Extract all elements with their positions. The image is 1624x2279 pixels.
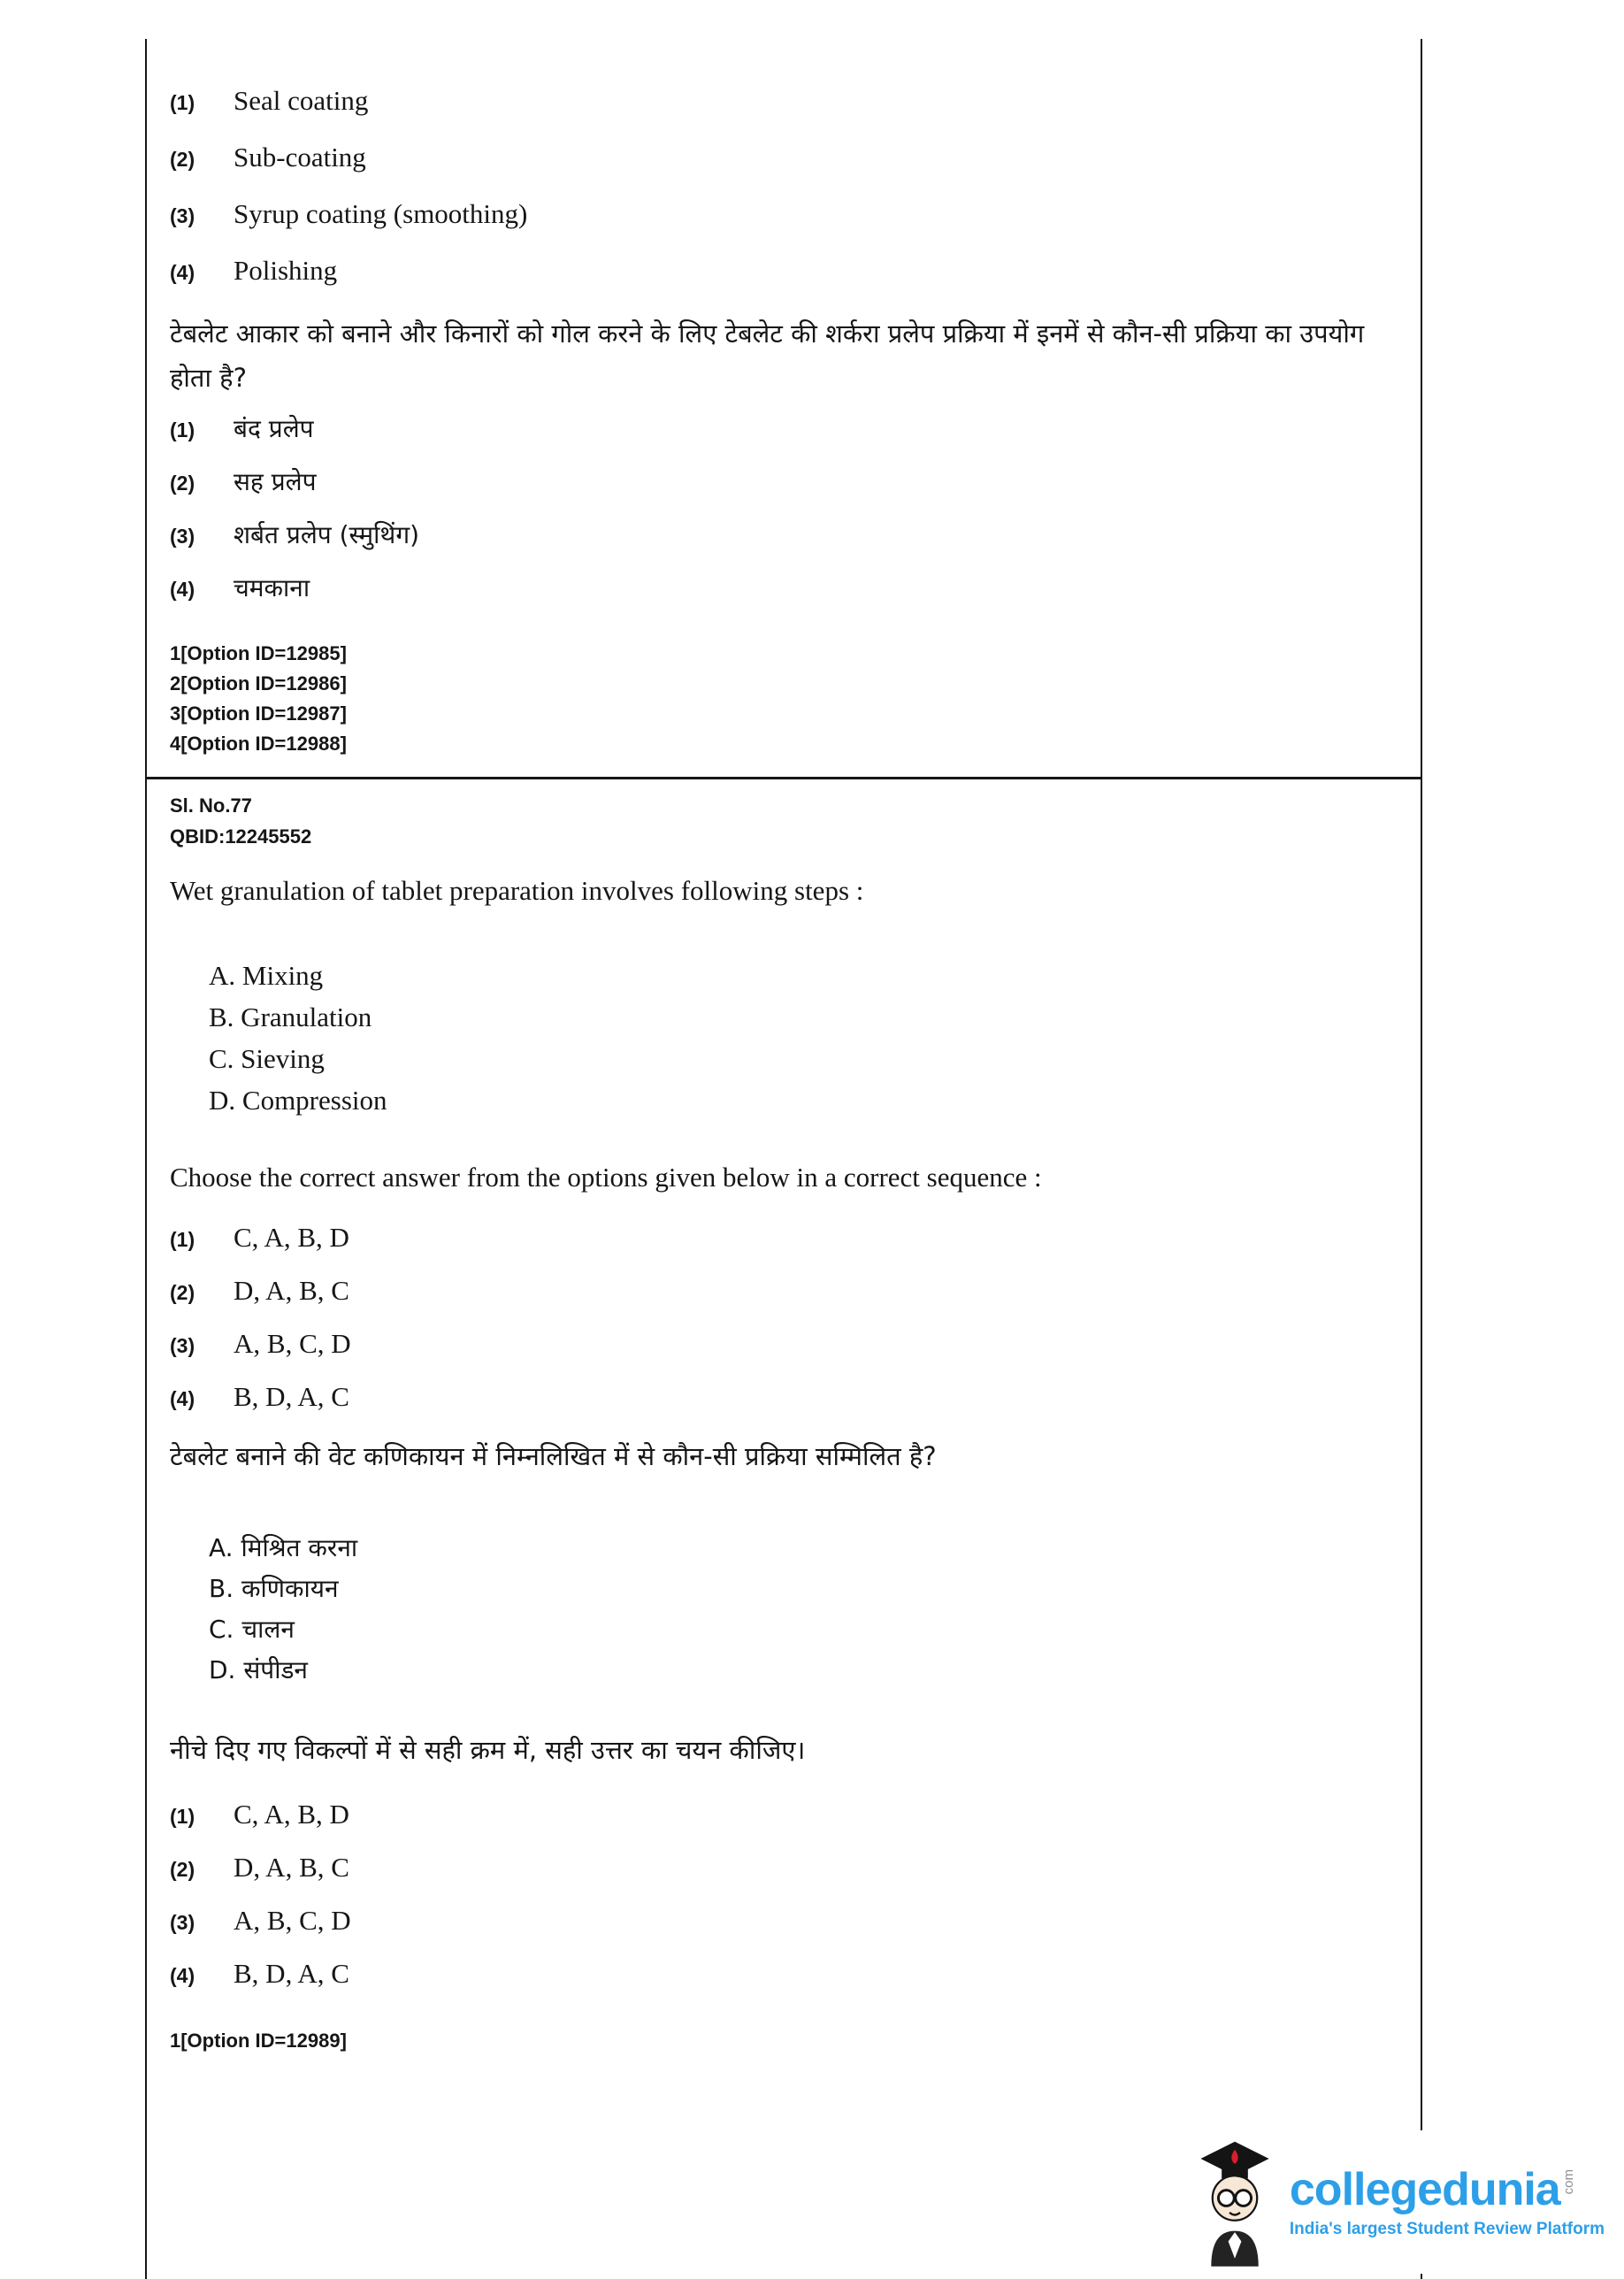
- option-text: चमकाना: [234, 573, 310, 602]
- option-number: (4): [170, 261, 195, 284]
- steps-list-english: [209, 955, 1389, 1121]
- option-text: Polishing: [234, 255, 338, 286]
- brand-tagline: India's largest Student Review Platform: [1289, 2219, 1605, 2238]
- brand-row: [1289, 2163, 1605, 2215]
- serial-number: Sl. No.77: [170, 794, 252, 817]
- option-number: (1): [170, 418, 195, 441]
- option-number: (4): [170, 578, 195, 601]
- step-hi-b: B. कणिकायन: [209, 1574, 339, 1603]
- option-row-en-1: [170, 85, 1389, 116]
- option-text: D, A, B, C: [234, 1852, 349, 1883]
- seq-option-row-3: [170, 1905, 1389, 1936]
- option-row-hi-2: [170, 467, 1389, 497]
- option-text: सह प्रलेप: [234, 467, 317, 496]
- option-text: बंद प्रलेप: [234, 414, 314, 443]
- option-text: B, D, A, C: [234, 1958, 349, 1989]
- step-hi-a: A. मिश्रित करना: [209, 1533, 358, 1562]
- step-en-a: A. Mixing: [209, 960, 324, 991]
- option-number: (2): [170, 472, 195, 495]
- option-number: (3): [170, 1334, 195, 1357]
- option-number: (4): [170, 1387, 195, 1410]
- option-id-list: [170, 639, 1389, 759]
- option-row-en-2: [170, 142, 1389, 173]
- seq-option-row-3: [170, 1328, 1389, 1359]
- option-id-line-3: 3[Option ID=12987]: [170, 702, 347, 725]
- option-text: C, A, B, D: [234, 1222, 349, 1253]
- option-number: (3): [170, 525, 195, 548]
- option-number: (1): [170, 91, 195, 114]
- collegedunia-logo: [1184, 2130, 1610, 2274]
- option-row-hi-1: [170, 414, 1389, 444]
- table-border-right: [1421, 39, 1422, 2279]
- option-row-en-4: [170, 255, 1389, 286]
- option-row-hi-4: [170, 573, 1389, 603]
- option-text: B, D, A, C: [234, 1381, 349, 1412]
- option-text: Sub-coating: [234, 142, 366, 173]
- step-en-b: B. Granulation: [209, 1001, 372, 1032]
- question-text-hindi: टेबलेट आकार को बनाने और किनारों को गोल करने के लिए टेबलेट की शर्करा प्रलेप प्रक्रिया में इनमें से कौन-सी प्रक्रिया का उपयोग होता है?: [170, 318, 1365, 393]
- question-text-hindi: टेबलेट बनाने की वेट कणिकायन में निम्नलिखित में से कौन-सी प्रक्रिया सम्मिलित है?: [170, 1441, 937, 1471]
- sequence-options-hindi-section: [170, 1799, 1389, 1989]
- question-77-cell: [147, 782, 1419, 2053]
- option-number: (2): [170, 148, 195, 171]
- option-row-hi-3: [170, 520, 1389, 550]
- option-number: (3): [170, 204, 195, 227]
- instruction-hindi: नीचे दिए गए विकल्पों में से सही क्रम में, सही उत्तर का चयन कीजिए।: [170, 1735, 806, 1765]
- qbid: QBID:12245552: [170, 825, 312, 848]
- seq-option-row-1: [170, 1222, 1389, 1253]
- seq-option-row-2: [170, 1275, 1389, 1306]
- option-number: (3): [170, 1911, 195, 1934]
- option-text: A, B, C, D: [234, 1328, 351, 1359]
- option-id-line-4: 4[Option ID=12988]: [170, 733, 347, 755]
- seq-option-row-4: [170, 1381, 1389, 1412]
- options-hindi-group: [170, 414, 1389, 603]
- logo-text-block: [1289, 2163, 1605, 2239]
- step-hi-d: D. संपीडन: [209, 1655, 308, 1684]
- step-en-c: C. Sieving: [209, 1043, 325, 1074]
- steps-list-hindi: [209, 1528, 1389, 1691]
- question-row-divider: [145, 777, 1422, 779]
- question-text-english: Wet granulation of tablet preparation involves following steps :: [170, 875, 864, 906]
- option-number: (1): [170, 1805, 195, 1828]
- option-number: (1): [170, 1228, 195, 1251]
- option-number: (2): [170, 1858, 195, 1881]
- step-hi-c: C. चालन: [209, 1615, 295, 1644]
- graduate-mascot-icon: [1194, 2136, 1275, 2268]
- option-text: A, B, C, D: [234, 1905, 351, 1936]
- option-text: C, A, B, D: [234, 1799, 349, 1830]
- seq-option-row-1: [170, 1799, 1389, 1830]
- seq-option-row-2: [170, 1852, 1389, 1883]
- option-id-line-1: 1[Option ID=12985]: [170, 642, 347, 664]
- previous-question-cell: [147, 39, 1419, 759]
- option-text: D, A, B, C: [234, 1275, 349, 1306]
- brand-suffix: com: [1560, 2168, 1576, 2194]
- option-id-line-2: 2[Option ID=12986]: [170, 672, 347, 694]
- brand-name: collegedunia: [1289, 2163, 1560, 2215]
- option-id-footer: 1[Option ID=12989]: [170, 2030, 347, 2052]
- seq-option-row-4: [170, 1958, 1389, 1989]
- instruction-english: Choose the correct answer from the options given below in a correct sequence :: [170, 1162, 1042, 1193]
- option-text: Seal coating: [234, 85, 369, 116]
- option-text: शर्बत प्रलेप (स्मुथिंग): [234, 520, 420, 549]
- option-number: (4): [170, 1964, 195, 1987]
- option-number: (2): [170, 1281, 195, 1304]
- option-text: Syrup coating (smoothing): [234, 198, 528, 229]
- sequence-options-english: [170, 1222, 1389, 1412]
- option-row-en-3: [170, 198, 1389, 229]
- step-en-d: D. Compression: [209, 1085, 387, 1116]
